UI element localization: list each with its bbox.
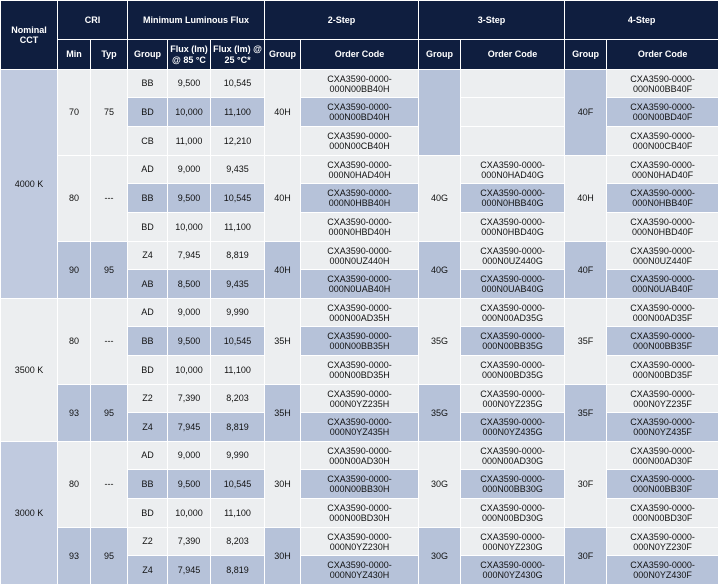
3step-order-code: CXA3590-0000-000N0YZ235G: [461, 385, 565, 413]
flux-25-cell: 11,100: [211, 98, 265, 127]
4step-group-cell: 40F: [565, 70, 607, 156]
3step-order-code: CXA3590-0000-000N0UZ440G: [461, 242, 565, 270]
4step-group-cell: 35F: [565, 385, 607, 442]
flux-85-cell: 9,000: [168, 442, 211, 470]
flux-group-cell: Z2: [128, 528, 168, 556]
flux-group-cell: AD: [128, 442, 168, 470]
2step-order-code: CXA3590-0000-000N00AD35H: [301, 299, 419, 327]
3step-order-code: CXA3590-0000-000N0YZ230G: [461, 528, 565, 556]
2step-order-code: CXA3590-0000-000N0HBD40H: [301, 213, 419, 242]
header-3step-order-code: Order Code: [461, 40, 565, 70]
3step-order-code: CXA3590-0000-000N0YZ430G: [461, 556, 565, 585]
cri-typ-cell: ---: [91, 156, 128, 242]
flux-85-cell: 9,000: [168, 156, 211, 184]
flux-25-cell: 11,100: [211, 213, 265, 242]
2step-order-code: CXA3590-0000-000N0HBB40H: [301, 184, 419, 213]
flux-group-cell: BB: [128, 184, 168, 213]
flux-25-cell: 8,819: [211, 413, 265, 442]
header-2step-order-code: Order Code: [301, 40, 419, 70]
flux-25-cell: 10,545: [211, 184, 265, 213]
3step-order-code: CXA3590-0000-000N00AD35G: [461, 299, 565, 327]
flux-group-cell: BD: [128, 499, 168, 528]
header-flux-group: Group: [128, 40, 168, 70]
4step-group-cell: 40F: [565, 242, 607, 299]
2step-order-code: CXA3590-0000-000N00BD40H: [301, 98, 419, 127]
header-flux-25: Flux (lm) @ 25 °C*: [211, 40, 265, 70]
3step-order-code: [461, 127, 565, 156]
flux-85-cell: 9,500: [168, 184, 211, 213]
header-2-step: 2-Step: [265, 1, 419, 40]
flux-group-cell: Z2: [128, 385, 168, 413]
2step-group-cell: 40H: [265, 156, 301, 242]
header-cri: CRI: [58, 1, 128, 40]
3step-group-cell: [419, 70, 461, 156]
3step-order-code: [461, 70, 565, 98]
table-row: [1, 70, 718, 98]
flux-group-cell: AB: [128, 270, 168, 299]
4step-order-code: CXA3590-0000-000N00BB30F: [607, 470, 718, 499]
cct-cell: 3500 K: [1, 299, 58, 442]
2step-order-code: CXA3590-0000-000N0YZ230H: [301, 528, 419, 556]
2step-order-code: CXA3590-0000-000N0UZ440H: [301, 242, 419, 270]
4step-order-code: CXA3590-0000-000N0YZ435F: [607, 413, 718, 442]
flux-group-cell: BB: [128, 70, 168, 98]
2step-order-code: CXA3590-0000-000N00BD30H: [301, 499, 419, 528]
header-nominal-cct: Nominal CCT: [1, 1, 58, 70]
4step-group-cell: 40H: [565, 156, 607, 242]
4step-order-code: CXA3590-0000-000N0UZ440F: [607, 242, 718, 270]
3step-order-code: CXA3590-0000-000N00BD30G: [461, 499, 565, 528]
flux-25-cell: 8,819: [211, 242, 265, 270]
table-row: [1, 242, 718, 270]
3step-order-code: CXA3590-0000-000N00BD35G: [461, 356, 565, 385]
2step-group-cell: 30H: [265, 528, 301, 585]
header-4step-group: Group: [565, 40, 607, 70]
4step-order-code: CXA3590-0000-000N0YZ430F: [607, 556, 718, 585]
2step-group-cell: 40H: [265, 70, 301, 156]
flux-25-cell: 10,545: [211, 327, 265, 356]
flux-25-cell: 8,819: [211, 556, 265, 585]
flux-group-cell: Z4: [128, 242, 168, 270]
4step-order-code: CXA3590-0000-000N0HBD40F: [607, 213, 718, 242]
2step-group-cell: 35H: [265, 299, 301, 385]
2step-order-code: CXA3590-0000-000N00BB30H: [301, 470, 419, 499]
2step-order-code: CXA3590-0000-000N00CB40H: [301, 127, 419, 156]
cri-typ-cell: ---: [91, 442, 128, 528]
3step-order-code: [461, 98, 565, 127]
flux-group-cell: BD: [128, 98, 168, 127]
flux-85-cell: 8,500: [168, 270, 211, 299]
cct-cell: 4000 K: [1, 70, 58, 299]
2step-order-code: CXA3590-0000-000N0HAD40H: [301, 156, 419, 184]
2step-order-code: CXA3590-0000-000N0YZ235H: [301, 385, 419, 413]
4step-group-cell: 35F: [565, 299, 607, 385]
cri-typ-cell: 95: [91, 242, 128, 299]
cri-typ-cell: 95: [91, 385, 128, 442]
flux-group-cell: BB: [128, 470, 168, 499]
cct-cell: 3000 K: [1, 442, 58, 585]
3step-order-code: CXA3590-0000-000N0HAD40G: [461, 156, 565, 184]
4step-order-code: CXA3590-0000-000N00BD35F: [607, 356, 718, 385]
3step-group-cell: 30G: [419, 442, 461, 528]
flux-25-cell: 9,990: [211, 299, 265, 327]
4step-order-code: CXA3590-0000-000N0YZ230F: [607, 528, 718, 556]
flux-85-cell: 11,000: [168, 127, 211, 156]
flux-25-cell: 9,435: [211, 156, 265, 184]
4step-order-code: CXA3590-0000-000N00CB40F: [607, 127, 718, 156]
4step-order-code: CXA3590-0000-000N0UAB40F: [607, 270, 718, 299]
2step-group-cell: 40H: [265, 242, 301, 299]
flux-group-cell: AD: [128, 156, 168, 184]
cri-min-cell: 80: [58, 299, 91, 385]
header-min-flux: Minimum Luminous Flux: [128, 1, 265, 40]
flux-85-cell: 9,500: [168, 470, 211, 499]
cri-min-cell: 93: [58, 385, 91, 442]
flux-85-cell: 7,945: [168, 242, 211, 270]
flux-85-cell: 7,945: [168, 556, 211, 585]
flux-85-cell: 10,000: [168, 213, 211, 242]
header-flux-85: Flux (lm) @ 85 °C: [168, 40, 211, 70]
3step-group-cell: 40G: [419, 242, 461, 299]
2step-order-code: CXA3590-0000-000N00BD35H: [301, 356, 419, 385]
flux-group-cell: Z4: [128, 556, 168, 585]
cri-min-cell: 70: [58, 70, 91, 156]
flux-85-cell: 9,500: [168, 327, 211, 356]
table-row: [1, 528, 718, 556]
3step-order-code: CXA3590-0000-000N0HBB40G: [461, 184, 565, 213]
4step-order-code: CXA3590-0000-000N00BB40F: [607, 70, 718, 98]
3step-order-code: CXA3590-0000-000N0UAB40G: [461, 270, 565, 299]
cri-typ-cell: 75: [91, 70, 128, 156]
flux-group-cell: Z4: [128, 413, 168, 442]
header-3step-group: Group: [419, 40, 461, 70]
flux-25-cell: 12,210: [211, 127, 265, 156]
flux-25-cell: 10,545: [211, 70, 265, 98]
table-row: [1, 299, 718, 327]
4step-group-cell: 30F: [565, 442, 607, 528]
3step-group-cell: 40G: [419, 156, 461, 242]
header-cri-min: Min: [58, 40, 91, 70]
4step-order-code: CXA3590-0000-000N00AD35F: [607, 299, 718, 327]
table-row: [1, 442, 718, 470]
3step-order-code: CXA3590-0000-000N00BB30G: [461, 470, 565, 499]
flux-group-cell: AD: [128, 299, 168, 327]
3step-group-cell: 30G: [419, 528, 461, 585]
4step-order-code: CXA3590-0000-000N00BD40F: [607, 98, 718, 127]
2step-order-code: CXA3590-0000-000N0UAB40H: [301, 270, 419, 299]
header-3-step: 3-Step: [419, 1, 565, 40]
flux-group-cell: BD: [128, 213, 168, 242]
header-4-step: 4-Step: [565, 1, 718, 40]
flux-25-cell: 8,203: [211, 385, 265, 413]
flux-85-cell: 7,945: [168, 413, 211, 442]
4step-group-cell: 30F: [565, 528, 607, 585]
flux-85-cell: 10,000: [168, 98, 211, 127]
2step-order-code: CXA3590-0000-000N0YZ435H: [301, 413, 419, 442]
4step-order-code: CXA3590-0000-000N00BB35F: [607, 327, 718, 356]
4step-order-code: CXA3590-0000-000N0YZ235F: [607, 385, 718, 413]
flux-85-cell: 7,390: [168, 385, 211, 413]
cri-typ-cell: ---: [91, 299, 128, 385]
4step-order-code: CXA3590-0000-000N0HAD40F: [607, 156, 718, 184]
3step-group-cell: 35G: [419, 385, 461, 442]
4step-order-code: CXA3590-0000-000N00AD30F: [607, 442, 718, 470]
flux-25-cell: 9,435: [211, 270, 265, 299]
2step-order-code: CXA3590-0000-000N00BB40H: [301, 70, 419, 98]
3step-order-code: CXA3590-0000-000N0HBD40G: [461, 213, 565, 242]
flux-85-cell: 7,390: [168, 528, 211, 556]
cri-typ-cell: 95: [91, 528, 128, 585]
flux-25-cell: 8,203: [211, 528, 265, 556]
2step-order-code: CXA3590-0000-000N00BB35H: [301, 327, 419, 356]
flux-25-cell: 9,990: [211, 442, 265, 470]
2step-order-code: CXA3590-0000-000N0YZ430H: [301, 556, 419, 585]
2step-group-cell: 35H: [265, 385, 301, 442]
cri-min-cell: 80: [58, 156, 91, 242]
3step-order-code: CXA3590-0000-000N00AD30G: [461, 442, 565, 470]
cri-min-cell: 80: [58, 442, 91, 528]
cri-min-cell: 93: [58, 528, 91, 585]
3step-order-code: CXA3590-0000-000N0YZ435G: [461, 413, 565, 442]
3step-group-cell: 35G: [419, 299, 461, 385]
flux-85-cell: 10,000: [168, 499, 211, 528]
cri-min-cell: 90: [58, 242, 91, 299]
flux-group-cell: BB: [128, 327, 168, 356]
flux-85-cell: 10,000: [168, 356, 211, 385]
table-row: [1, 385, 718, 413]
flux-25-cell: 11,100: [211, 356, 265, 385]
flux-group-cell: BD: [128, 356, 168, 385]
flux-group-cell: CB: [128, 127, 168, 156]
2step-group-cell: 30H: [265, 442, 301, 528]
4step-order-code: CXA3590-0000-000N00BD30F: [607, 499, 718, 528]
2step-order-code: CXA3590-0000-000N00AD30H: [301, 442, 419, 470]
flux-25-cell: 11,100: [211, 499, 265, 528]
4step-order-code: CXA3590-0000-000N0HBB40F: [607, 184, 718, 213]
flux-85-cell: 9,000: [168, 299, 211, 327]
table-row: [1, 156, 718, 184]
flux-25-cell: 10,545: [211, 470, 265, 499]
3step-order-code: CXA3590-0000-000N00BB35G: [461, 327, 565, 356]
header-2step-group: Group: [265, 40, 301, 70]
flux-85-cell: 9,500: [168, 70, 211, 98]
header-4step-order-code: Order Code: [607, 40, 718, 70]
header-cri-typ: Typ: [91, 40, 128, 70]
